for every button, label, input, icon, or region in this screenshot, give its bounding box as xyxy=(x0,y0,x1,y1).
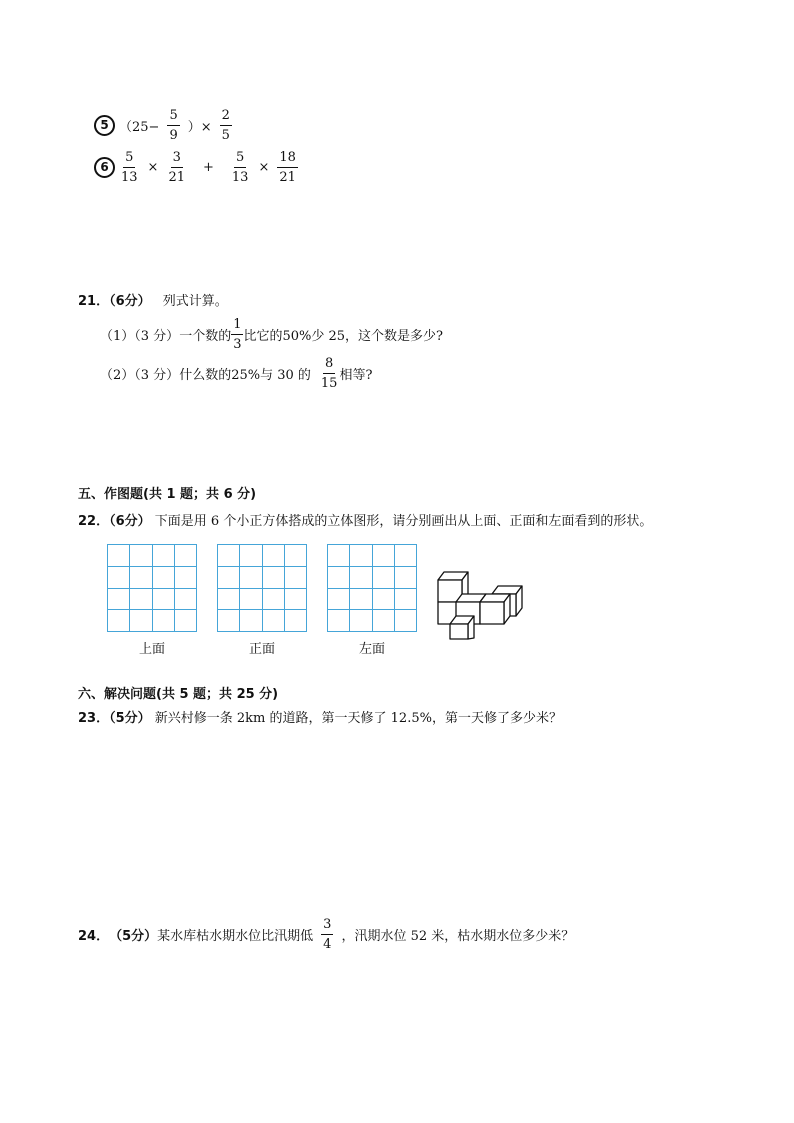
fraction: $\frac{2}{5}$ xyxy=(221,108,230,143)
fraction: $\frac{5}{13}$ xyxy=(121,150,138,185)
question-text: 新兴村修一条 2km 的道路，第一天修了 12.5%，第一天修了多少米？ xyxy=(154,711,562,726)
item-marker-5: 5 xyxy=(94,115,115,136)
part-text: 相等? xyxy=(339,368,373,383)
operator: + xyxy=(203,160,214,175)
question-21 xyxy=(78,290,228,309)
fraction: $\frac{8}{15}$ xyxy=(320,356,338,391)
part-text: 比它的50%少 25，这个数是多少? xyxy=(243,329,444,344)
fraction: $\frac{3}{4}$ xyxy=(323,917,332,952)
question-number: 24． xyxy=(78,929,110,944)
question-text: 某水库枯水期水位比汛期低 xyxy=(157,929,314,944)
part-text: 一个数的 xyxy=(179,329,232,344)
question-24 xyxy=(78,918,574,951)
question-number: 23． xyxy=(78,711,110,726)
section-title-6: 六、解决问题(共 5 题；共 25 分) xyxy=(78,687,279,702)
item-marker-6: 6 xyxy=(94,157,115,178)
fraction: $\frac{5}{13}$ xyxy=(231,150,249,185)
grid-label-front: 正面 xyxy=(248,642,275,657)
question-number: 22． xyxy=(78,514,110,529)
fraction: $\frac{5}{9}$ xyxy=(169,108,178,143)
section-title-5: 五、作图题(共 1 题；共 6 分) xyxy=(78,487,257,502)
grid-top-view[interactable] xyxy=(107,544,197,632)
expression-5 xyxy=(94,109,232,142)
question-21-part-1 xyxy=(100,318,443,351)
part-label: （1）（3 分） xyxy=(100,329,180,344)
question-number: 21． xyxy=(78,294,110,309)
grid-label-left: 左面 xyxy=(358,642,385,657)
question-21-part-2 xyxy=(100,357,372,390)
grid-label-top: 上面 xyxy=(138,642,165,657)
question-text: 下面是用 6 个小正方体搭成的立体图形，请分别画出从上面、正面和左面看到的形状。 xyxy=(154,514,653,529)
operator: × xyxy=(258,160,270,175)
expression-6 xyxy=(94,151,298,184)
fraction: $\frac{3}{21}$ xyxy=(168,150,185,185)
part-text: 什么数的25%与 30 的 xyxy=(179,368,311,383)
question-score: （6分） xyxy=(109,514,151,529)
question-score: （6分） xyxy=(109,294,151,309)
question-23 xyxy=(78,707,562,726)
grid-front-view[interactable] xyxy=(217,544,307,632)
cube-figure xyxy=(432,568,532,640)
expr5-close: ）× xyxy=(187,120,212,135)
question-text: ，汛期水位 52 米，枯水期水位多少米？ xyxy=(341,929,575,944)
expr5-open: （25− xyxy=(119,120,160,135)
fraction: $\frac{18}{21}$ xyxy=(279,150,296,185)
question-score: （5分） xyxy=(109,929,158,944)
fraction: $\frac{1}{3}$ xyxy=(233,317,242,352)
question-text: 列式计算。 xyxy=(162,294,228,309)
grid-left-view[interactable] xyxy=(327,544,417,632)
question-22 xyxy=(78,510,652,529)
question-score: （5分） xyxy=(109,711,151,726)
operator: × xyxy=(147,160,159,175)
part-label: （2）（3 分） xyxy=(100,368,180,383)
